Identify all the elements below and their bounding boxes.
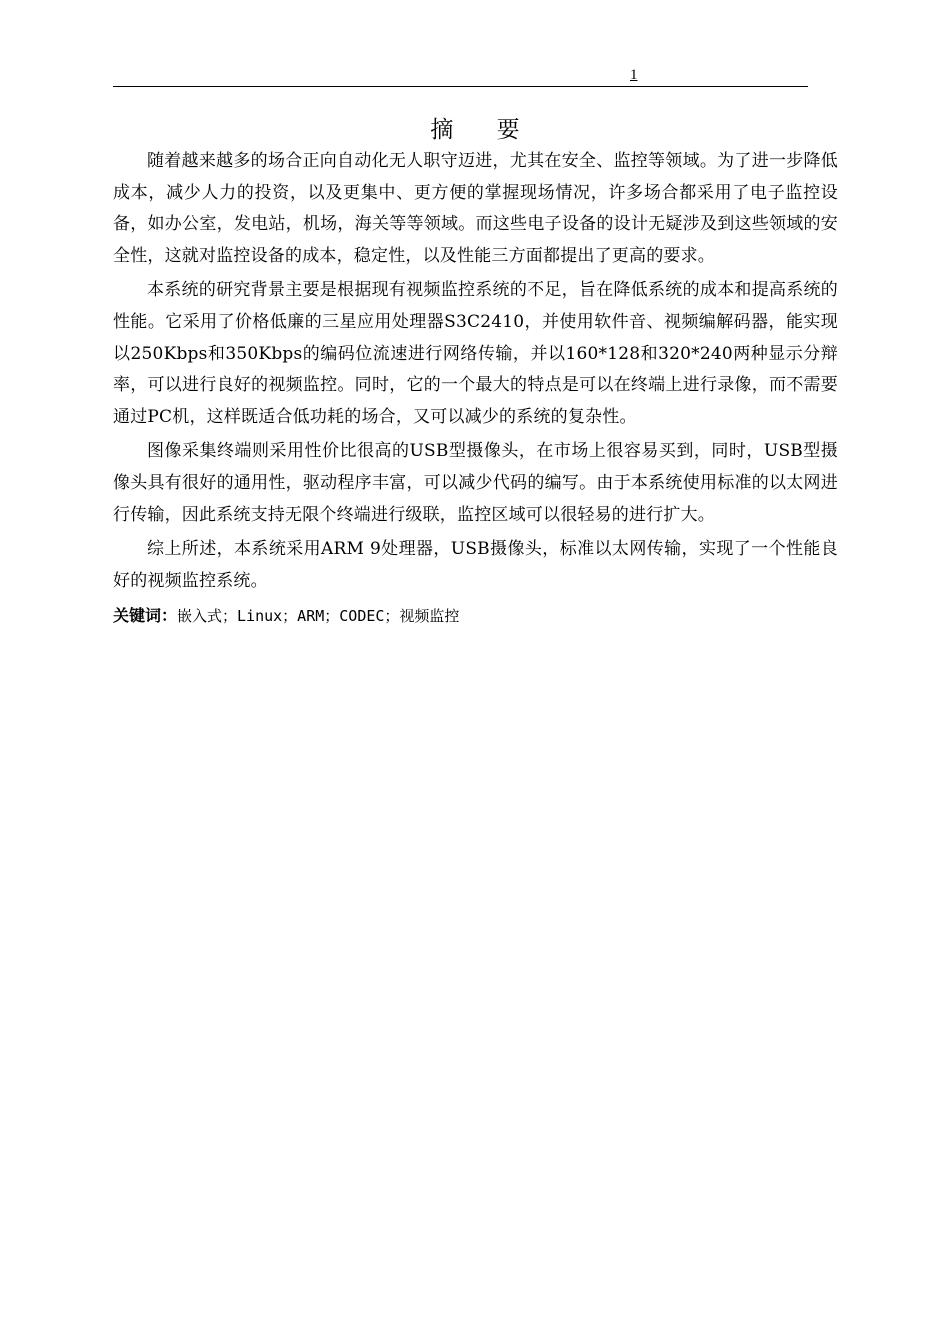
keywords-label: 关键词： <box>113 606 178 626</box>
keywords-value: 嵌入式；Linux；ARM；CODEC；视频监控 <box>177 607 460 626</box>
keywords-line <box>113 603 838 629</box>
abstract-title: 摘 要 <box>430 117 538 143</box>
abstract-paragraph-4: 综上所述，本系统采用ARM 9处理器，USB摄像头，标准以太网传输，实现了一个性能良好的视频监控系统。 <box>113 539 838 591</box>
abstract-paragraph-1: 随着越来越多的场合正向自动化无人职守迈进，尤其在安全、监控等领域。为了进一步降低成本，减少人力的投资，以及更集中、更方便的掌握现场情况，许多场合都采用了电子监控设备，如办公室，发电站，机场，海关等等领域。而这些电子设备的设计无疑涉及到这些领域的安全性，这就对监控设备的成本，稳定性，以及性能三方面都提出了更高的要求。 <box>113 151 838 266</box>
abstract-paragraph-3: 图像采集终端则采用性价比很高的USB型摄像头，在市场上很容易买到，同时，USB型摄像头具有很好的通用性，驱动程序丰富，可以减少代码的编写。由于本系统使用标准的以太网进行传输，因此系统支持无限个终端进行级联，监控区域可以很轻易的进行扩大。 <box>113 441 838 525</box>
abstract-paragraph-2: 本系统的研究背景主要是根据现有视频监控系统的不足，旨在降低系统的成本和提高系统的性能。它采用了价格低廉的三星应用处理器S3C2410，并使用软件音、视频编解码器，能实现以250Kbps和350Kbps的编码位流速进行网络传输，并以160*128和320*240两种显示分辩率，可以进行良好的视频监控。同时，它的一个最大的特点是可以在终端上进行录像，而不需要通过PC机，这样既适合低功耗的场合，又可以减少的系统的复杂性。 <box>113 280 838 427</box>
abstract-body <box>113 146 838 629</box>
header-rule <box>113 86 808 87</box>
page-number: 1 <box>630 67 638 83</box>
